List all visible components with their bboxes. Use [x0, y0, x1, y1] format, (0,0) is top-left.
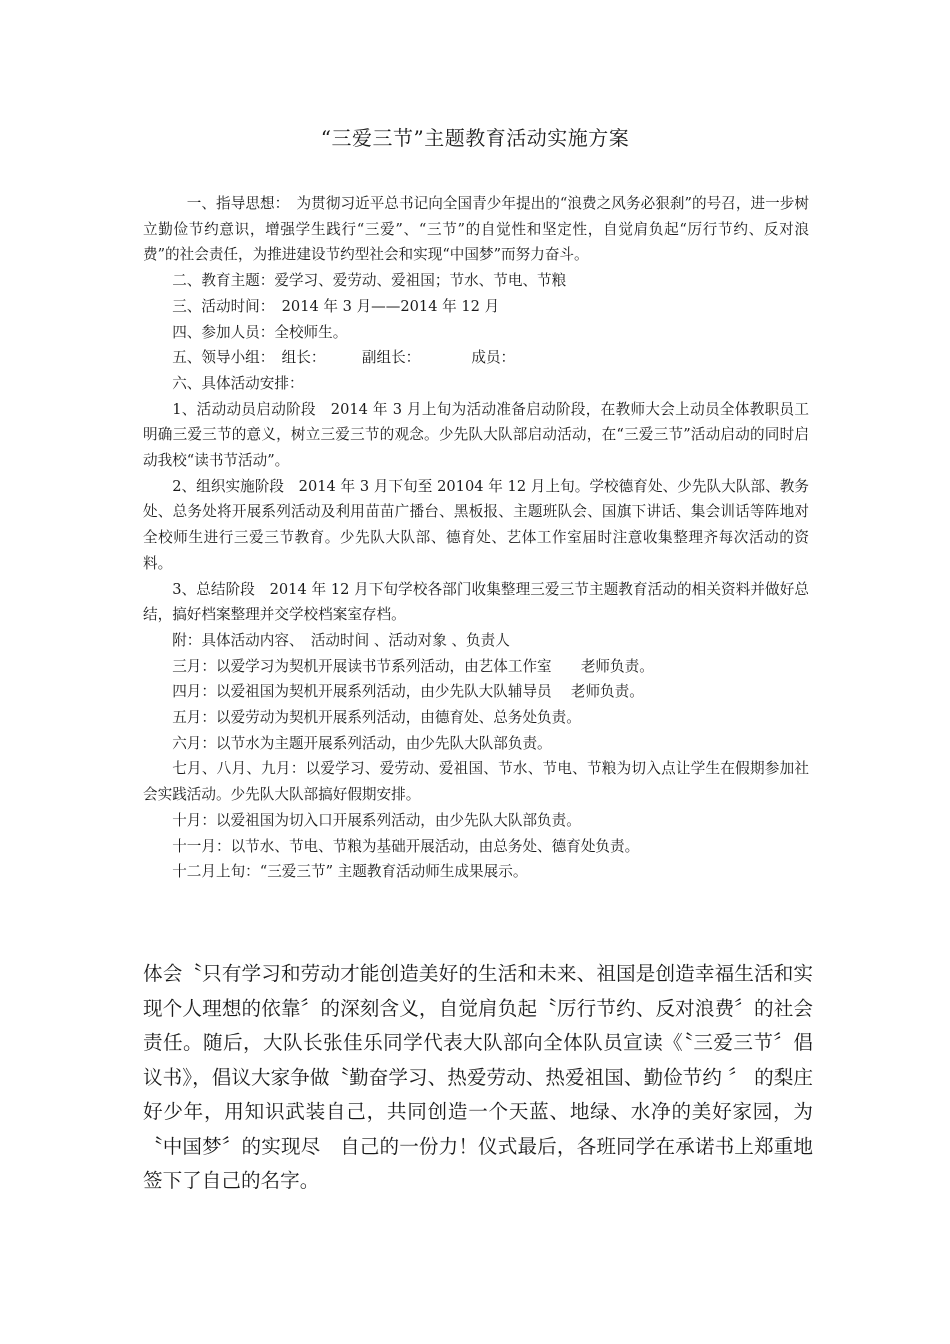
document-body [143, 191, 809, 885]
paragraph-stage-2: 2、组织实施阶段 2014 年 3 月下旬至 20104 年 12 月上旬。学校德育处、少先队大队部、教务处、总务处将开展系列活动及利用苗苗广播台、黑板报、主题班队会、国旗下讲话、集会训话等阵地对全校师生进行三爱三节教育。少先队大队部、德育处、艺体工作室届时注意收集整理齐每次活动的资料。 [143, 477, 809, 572]
document-title: “三爱三节”主题教育活动实施方案 [320, 126, 630, 150]
paragraph-june: 六月：以节水为主题开展系列活动，由少先队大队部负责。 [172, 734, 552, 752]
paragraph-activity-time: 三、活动时间： 2014 年 3 月——2014 年 12 月 [172, 297, 500, 315]
paragraph-appendix: 附：具体活动内容、 活动时间 、活动对象 、负责人 [172, 631, 510, 649]
paragraph-may: 五月：以爱劳动为契机开展系列活动，由德育处、总务处负责。 [172, 709, 581, 727]
paragraph-stage-1: 1、活动动员启动阶段 2014 年 3 月上旬为活动准备启动阶段，在教师大会上动员全体教职员工明确三爱三节的意义，树立三爱三节的观念。少先队大队部启动活动，在“三爱三节”活动启动的同时启动我校“读书节活动”。 [143, 400, 809, 470]
paragraph-guiding-thought: 一、指导思想： 为贯彻习近平总书记向全国青少年提出的“浪费之风务必狠刹”的号召，进一步树立勤俭节约意识，增强学生践行“三爱”、“三节”的自觉性和坚定性，自觉肩负起“厉行节约、反对浪费”的社会责任，为推进建设节约型社会和实现“中国梦”而努力奋斗。 [143, 195, 809, 264]
paragraph-education-theme: 二、教育主题：爱学习、爱劳动、爱祖国；节水、节电、节粮 [172, 272, 567, 290]
lower-passage: 体会〝只有学习和劳动才能创造美好的生活和未来、祖国是创造幸福生活和实现个人理想的依靠〞的深刻含义，自觉肩负起〝厉行节约、反对浪费〞的社会责任。随后，大队长张佳乐同学代表大队部向全体队员宣读《〝三爱三节〞倡议书》，倡议大家争做〝勤奋学习、热爱劳动、热爱祖国、勤俭节约 〞 的梨庄好少年，用知识武装自己，共同创造一个天蓝、地绿、水净的美好家园，为〝中国梦〞的实现尽 自己的一份力！仪式最后，各班同学在承诺书上郑重地签下了自己的名字。 [143, 962, 813, 1192]
paragraph-stage-3: 3、总结阶段 2014 年 12 月下旬学校各部门收集整理三爱三节主题教育活动的相关资料并做好总结，搞好档案整理并交学校档案室存档。 [143, 580, 809, 624]
paragraph-participants: 四、参加人员：全校师生。 [172, 323, 348, 341]
paragraph-april: 四月：以爱祖国为契机开展系列活动，由少先队大队辅导员 老师负责。 [172, 683, 644, 701]
paragraph-leadership-group: 五、领导小组： 组长： 副组长： 成员： [172, 349, 516, 367]
paragraph-march: 三月：以爱学习为契机开展读书节系列活动，由艺体工作室 老师负责。 [172, 657, 654, 675]
paragraph-november: 十一月：以节水、节电、节粮为基础开展活动，由总务处、德育处负责。 [172, 837, 640, 855]
paragraph-summer: 七月、八月、九月：以爱学习、爱劳动、爱祖国、节水、节电、节粮为切入点让学生在假期参加社会实践活动。少先队大队部搞好假期安排。 [143, 760, 809, 804]
paragraph-december: 十二月上旬：“三爱三节” 主题教育活动师生成果展示。 [172, 863, 528, 881]
paragraph-october: 十月：以爱祖国为切入口开展系列活动，由少先队大队部负责。 [172, 811, 581, 829]
paragraph-arrangement-heading: 六、具体活动安排： [172, 374, 304, 392]
